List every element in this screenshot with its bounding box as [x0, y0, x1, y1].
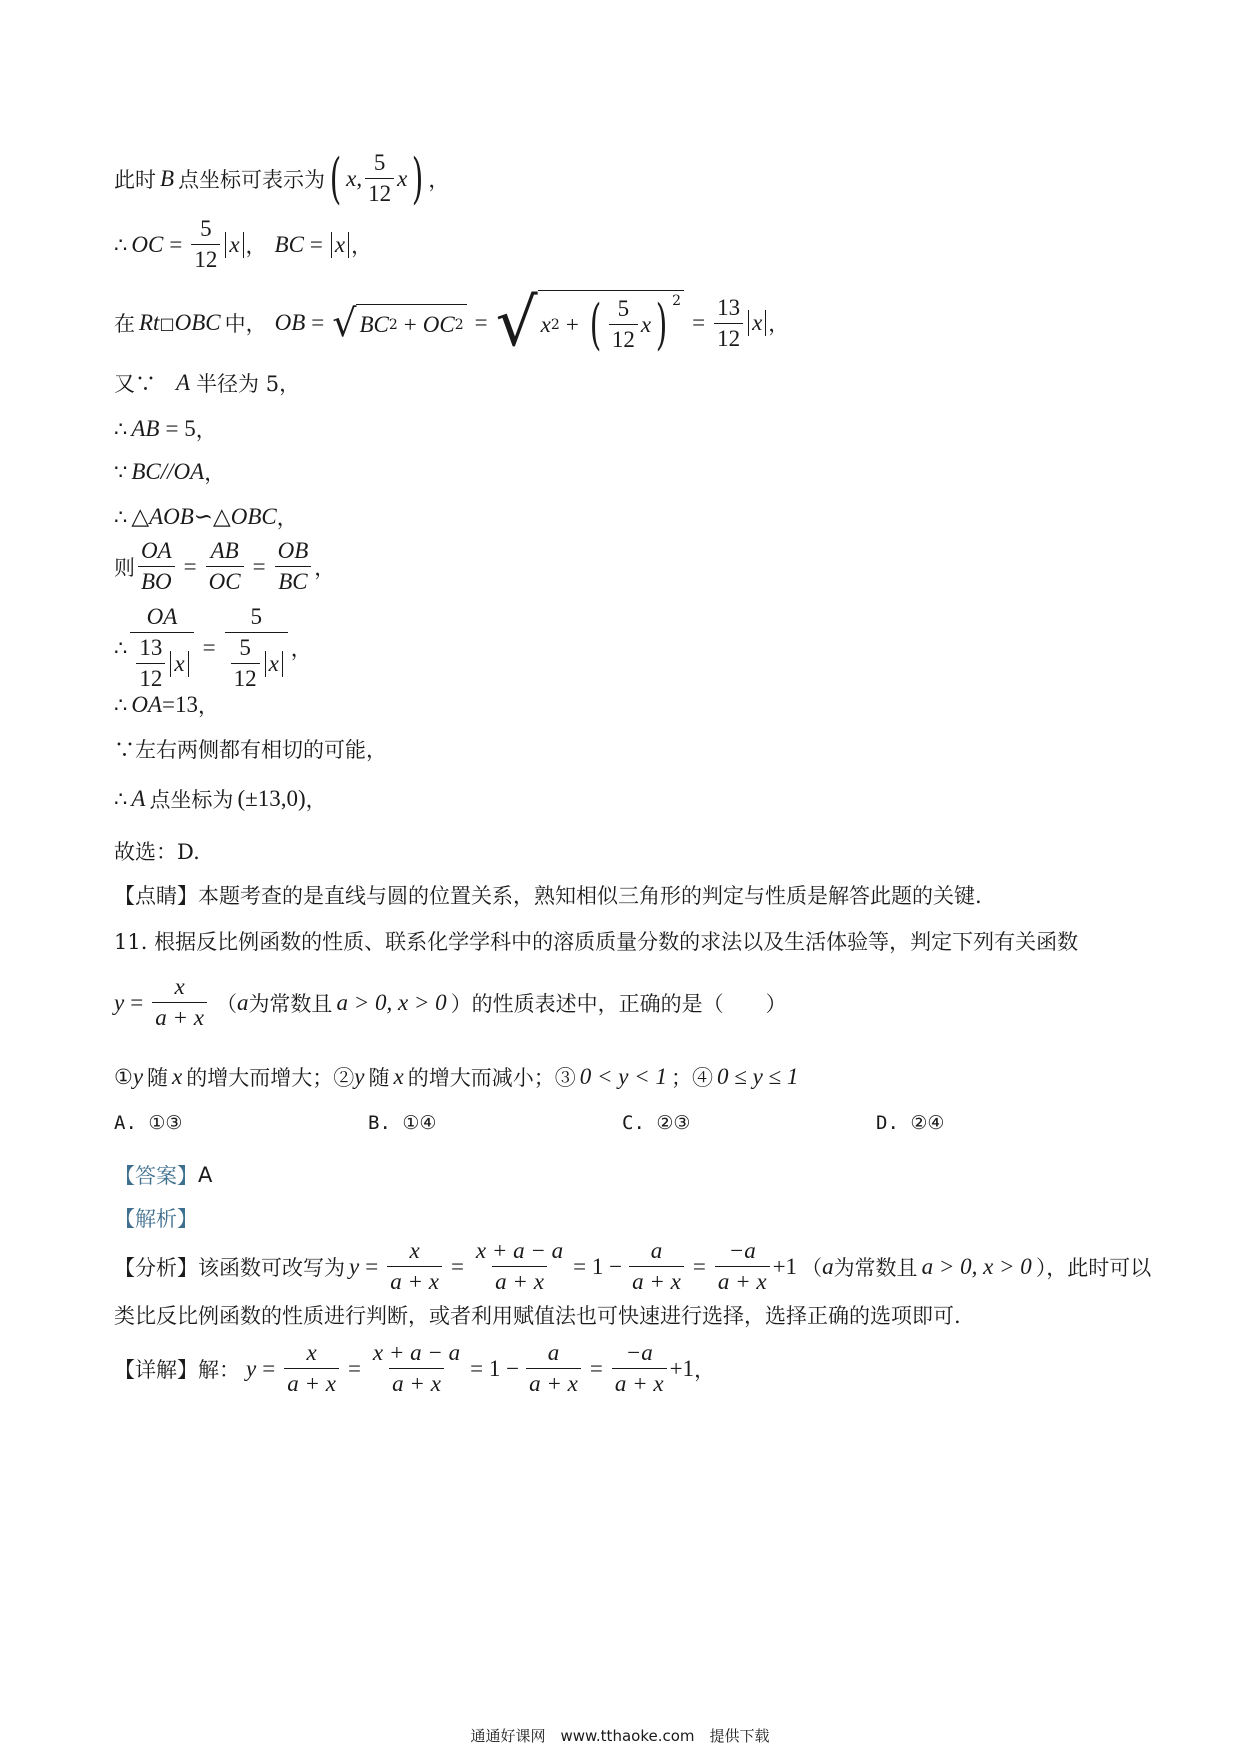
denominator: a + x	[284, 1368, 339, 1399]
compound-fraction	[130, 602, 193, 694]
question-11-statements	[114, 1062, 798, 1092]
paren-left: (	[589, 292, 602, 356]
option-b: B. ①④	[368, 1112, 437, 1134]
text: ，	[276, 506, 298, 530]
line-similar	[114, 502, 298, 532]
text: ）的性质表述中，正确的是（ ）	[450, 991, 787, 1016]
line-ratio-sub	[114, 602, 312, 694]
fraction	[629, 1236, 684, 1297]
numerator: a	[650, 1238, 663, 1263]
question-11-function	[114, 972, 787, 1033]
line-comment	[114, 880, 982, 910]
radical-sign: √	[332, 301, 357, 345]
var-y: y	[246, 1355, 257, 1381]
numerator: 13	[717, 294, 741, 320]
numerator: a	[547, 1340, 560, 1365]
text: ，	[195, 418, 217, 442]
var-bc: BC	[359, 311, 389, 337]
fraction	[275, 536, 312, 597]
question-text: 11. 根据反比例函数的性质、联系化学学科中的溶质质量分数的求法以及生活体验等，判定下列有关函数	[114, 930, 1079, 954]
var-y: y	[132, 1064, 144, 1089]
numerator: x + a − a	[372, 1340, 461, 1365]
radical-sign: √	[495, 284, 538, 361]
denominator: a + x	[526, 1368, 581, 1399]
equals: =	[347, 1355, 361, 1381]
line-oa-value	[114, 690, 219, 720]
text: ∵左右两侧都有相切的可能，	[114, 738, 387, 762]
fraction	[387, 1236, 442, 1297]
parallel-expr: BC//OA	[131, 459, 205, 484]
therefore-sign: ∴	[114, 417, 128, 441]
equals: =	[309, 231, 323, 257]
numerator: 5	[239, 635, 251, 660]
numerator: −a	[625, 1340, 653, 1365]
text: ，	[768, 312, 790, 336]
text: ，	[305, 788, 327, 812]
fraction	[715, 1236, 770, 1297]
var-ab: AB	[131, 416, 160, 441]
fenxi-label: 【分析】	[114, 1255, 198, 1280]
text: （	[801, 1255, 823, 1280]
text: 点坐标为	[149, 788, 234, 812]
denominator: a + x	[629, 1266, 684, 1297]
denominator: a + x	[715, 1266, 770, 1297]
text: 此时	[114, 167, 156, 192]
text: ，	[351, 233, 373, 258]
line-radius	[114, 368, 300, 398]
text: 半径为 5，	[196, 372, 301, 396]
denominator: 12	[136, 663, 165, 694]
xiangjie-line	[114, 1338, 715, 1399]
var-a: a	[236, 989, 249, 1015]
radicand: x 2 + ( $\frac{5}{12}$ x ) $^2$	[538, 290, 684, 356]
fraction	[138, 536, 175, 597]
square-root	[332, 301, 466, 345]
var-x: x	[393, 1064, 404, 1089]
numerator: 5	[250, 604, 262, 629]
inequality: 0 < y < 1	[579, 1064, 667, 1089]
analysis-line	[114, 1203, 198, 1233]
equals: =	[252, 553, 266, 579]
fraction	[609, 294, 638, 355]
line-ab	[114, 414, 217, 444]
text: ），此时可以	[1035, 1255, 1152, 1280]
text: ，	[314, 555, 336, 580]
text: ；④	[670, 1066, 713, 1090]
one-minus: = 1 −	[470, 1355, 520, 1381]
condition-expr: a > 0, x > 0	[921, 1253, 1032, 1279]
numerator: x + a − a	[475, 1238, 564, 1263]
fraction	[284, 1338, 339, 1399]
equals: =	[262, 1355, 276, 1381]
var-b: B	[160, 165, 175, 191]
coordinate: (±13,0)	[237, 786, 306, 811]
text: 的增大而减小；③	[407, 1066, 576, 1090]
fenxi-line-2	[114, 1300, 961, 1330]
value: = 5	[165, 416, 196, 441]
comma: ,	[356, 165, 363, 191]
denominator: a + x	[612, 1368, 667, 1399]
therefore-sign: ∴	[114, 636, 128, 660]
answer-label: 【答案】	[114, 1164, 198, 1188]
denominator: a + x	[387, 1266, 442, 1297]
numerator: x	[306, 1340, 317, 1365]
numerator: OA	[146, 604, 178, 629]
text: 类比反比例函数的性质进行判断，或者利用赋值法也可快速进行选择，选择正确的选项即可.	[114, 1304, 961, 1328]
text: 为常数且	[248, 991, 333, 1016]
line-choice	[114, 836, 200, 866]
text: （	[215, 991, 237, 1016]
paren-left: (	[329, 146, 342, 210]
question-11-stem	[114, 926, 1078, 956]
denominator: a + x	[492, 1266, 547, 1297]
radicand: BC 2 + OC 2	[356, 304, 466, 342]
denominator: 12	[714, 323, 743, 354]
text: 该函数可改写为	[198, 1255, 345, 1280]
denominator: OC	[206, 566, 244, 597]
therefore-sign: ∴	[114, 693, 128, 717]
text: 则	[114, 555, 135, 580]
equals: =	[450, 1253, 464, 1279]
because-sign: ∵	[114, 460, 128, 484]
equals: =	[169, 231, 183, 257]
text: ，	[198, 694, 220, 718]
condition-expr: a > 0, x > 0	[336, 989, 447, 1015]
var-bc: BC	[274, 231, 304, 257]
inequality: 0 ≤ y ≤ 1	[716, 1064, 799, 1089]
fraction	[526, 1338, 581, 1399]
var-oc: OC	[131, 231, 164, 257]
var-y: y	[114, 989, 125, 1015]
var-x: x	[346, 165, 357, 191]
denominator: 12	[365, 178, 394, 209]
var-a: a	[822, 1253, 834, 1279]
plus-one: +1	[772, 1253, 798, 1279]
text: 随	[368, 1066, 390, 1090]
var-ob: OB	[274, 310, 306, 335]
line-b-coord	[114, 148, 449, 209]
text: 为常数且	[833, 1255, 918, 1280]
var-x: x	[640, 311, 652, 337]
var-y: y	[349, 1253, 360, 1279]
therefore-sign: ∴	[114, 232, 128, 257]
similar-expr: △AOB∽△OBC	[131, 504, 277, 529]
numerator: AB	[210, 538, 239, 563]
footer-source: 通通好课网 www.tthaoke.com 提供下载	[470, 1727, 770, 1745]
denominator	[225, 632, 288, 694]
text: 随	[147, 1066, 169, 1090]
fraction	[612, 1338, 667, 1399]
therefore-sign: ∴	[114, 787, 128, 811]
equals: =	[589, 1355, 603, 1381]
line-ratio	[114, 536, 335, 597]
fenxi-line	[114, 1236, 1151, 1297]
line-parallel	[114, 457, 225, 487]
var-a: A	[131, 786, 146, 811]
numerator: x	[409, 1238, 420, 1263]
equals: =	[202, 635, 216, 660]
line-ob-pythagoras	[114, 284, 790, 361]
value: =13	[162, 692, 199, 717]
var-oa: OA	[131, 692, 163, 717]
numerator: 13	[139, 635, 163, 660]
numerator: OB	[277, 538, 309, 563]
equals: =	[183, 553, 197, 579]
fraction	[365, 148, 394, 209]
comment-text: 【点睛】本题考查的是直线与圆的位置关系，熟知相似三角形的判定与性质是解答此题的关键.	[114, 884, 982, 908]
xiangjie-label: 【详解】解：	[114, 1357, 240, 1382]
var-oc: OC	[422, 311, 455, 337]
line-a-coord	[114, 784, 327, 814]
fraction	[191, 214, 220, 275]
text: ，	[428, 167, 450, 192]
text: ，	[204, 461, 226, 485]
var-a: A	[176, 370, 191, 395]
option-c: C. ②③	[622, 1112, 691, 1134]
text: 在	[114, 312, 135, 336]
paren-right: )	[655, 292, 668, 356]
abs-x: x	[748, 310, 766, 336]
analysis-label: 【解析】	[114, 1207, 198, 1231]
equals: =	[311, 310, 325, 335]
therefore-sign: ∴	[114, 505, 128, 529]
text: 的增大而增大；②	[186, 1066, 355, 1090]
compound-fraction	[225, 602, 288, 694]
fraction	[473, 1236, 566, 1297]
equals: =	[474, 310, 488, 335]
equals: =	[365, 1253, 379, 1279]
triangle-placeholder: □	[159, 313, 175, 333]
option-d: D. ②④	[876, 1112, 945, 1134]
denominator: a + x	[152, 1002, 207, 1033]
var-x: x	[397, 165, 408, 191]
plus-one: +1	[669, 1355, 695, 1381]
abs-x: x	[170, 651, 188, 677]
text: 又∵	[114, 372, 156, 396]
denominator: 12	[231, 663, 260, 694]
numerator: 5	[373, 150, 386, 175]
var-x: x	[540, 311, 551, 337]
denominator	[130, 632, 193, 694]
equals: =	[692, 1253, 706, 1279]
answer-line	[114, 1160, 212, 1190]
plus: +	[403, 311, 417, 337]
answer-value: A	[198, 1163, 213, 1187]
numerator: 5	[617, 296, 630, 321]
fraction	[136, 633, 165, 694]
text: ①	[114, 1065, 133, 1089]
fraction	[714, 293, 743, 354]
paren-right: )	[412, 146, 424, 210]
one-minus: = 1 −	[573, 1253, 623, 1279]
text: 故选：D.	[114, 840, 200, 864]
numerator: 5	[200, 216, 212, 241]
rt-label: Rt	[139, 310, 160, 335]
abs-x: x	[265, 651, 283, 677]
text: 点坐标可表示为	[178, 167, 326, 192]
denominator: 12	[191, 244, 220, 275]
denominator: BC	[275, 566, 310, 597]
var-obc: OBC	[174, 310, 221, 335]
denominator: BO	[138, 566, 175, 597]
var-x: x	[172, 1064, 183, 1089]
text: 中，	[224, 312, 267, 336]
plus: +	[565, 311, 579, 337]
line-both-sides	[114, 734, 387, 764]
numerator: OA	[141, 538, 172, 563]
equals: =	[692, 310, 706, 335]
abs-x: x	[331, 232, 349, 258]
fraction	[370, 1338, 463, 1399]
option-a: A. ①③	[114, 1112, 183, 1134]
denominator: a + x	[389, 1368, 444, 1399]
numerator: x	[174, 974, 185, 999]
fraction	[152, 972, 207, 1033]
abs-x: x	[225, 232, 243, 258]
line-oc-bc	[114, 214, 372, 275]
denominator: 12	[609, 324, 638, 355]
equals: =	[130, 989, 144, 1015]
fraction	[206, 536, 244, 597]
numerator: −a	[728, 1238, 756, 1263]
square-root	[495, 284, 684, 361]
var-y: y	[354, 1064, 365, 1089]
text: ，	[290, 637, 312, 661]
fraction	[231, 633, 260, 694]
text: ，	[694, 1357, 716, 1382]
text: ，	[245, 233, 267, 258]
